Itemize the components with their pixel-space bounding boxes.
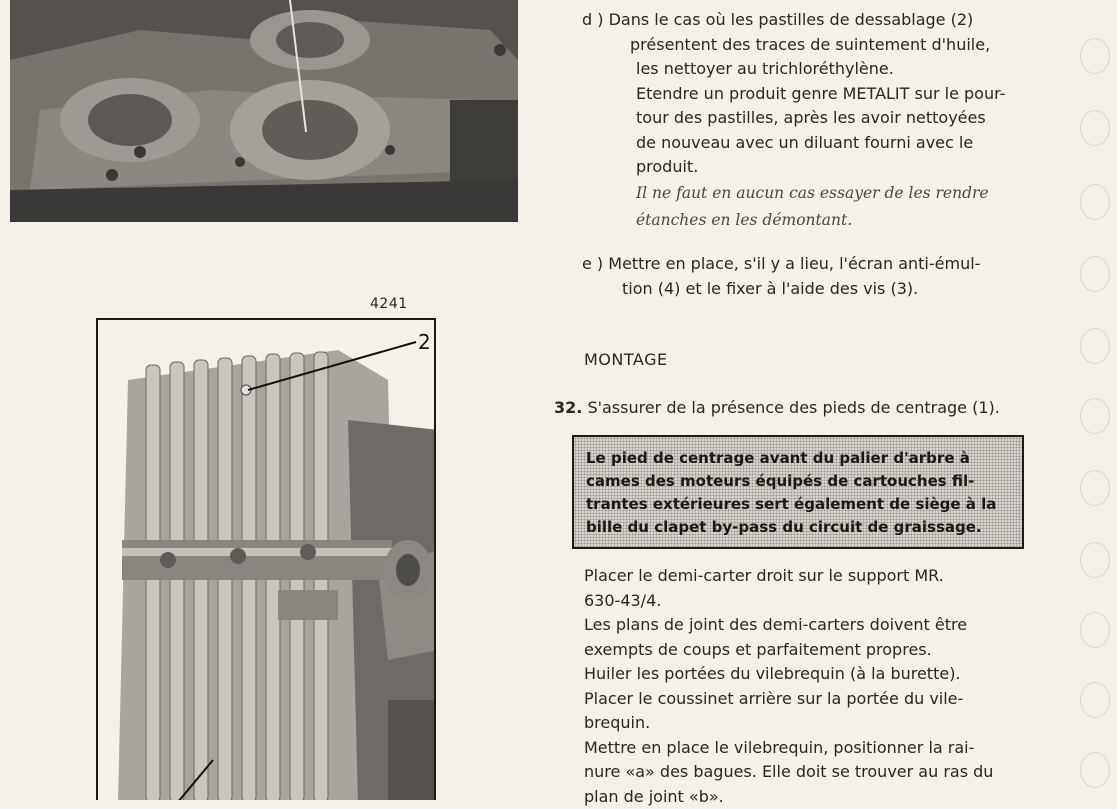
- body-line: Huiler les portées du vilebrequin (à la burette).: [584, 662, 993, 687]
- step-d-warning: étanches en les démontant.: [582, 207, 1005, 234]
- callout-label: 2: [418, 330, 431, 354]
- body-line: Placer le coussinet arrière sur la portée du vile-: [584, 687, 993, 712]
- note-box: [572, 435, 1024, 549]
- body-line: Placer le demi-carter droit sur le support MR.: [584, 564, 993, 589]
- note-line: bille du clapet by-pass du circuit de graissage.: [586, 516, 996, 539]
- section-heading: MONTAGE: [584, 348, 668, 373]
- note-text: [586, 447, 996, 539]
- body-line: brequin.: [584, 711, 993, 736]
- step-d-line: de nouveau avec un diluant fourni avec le: [582, 131, 1005, 156]
- binder-ring-mark: [1080, 542, 1110, 578]
- body-line: Mettre en place le vilebrequin, positionner la rai-: [584, 736, 993, 761]
- note-line: cames des moteurs équipés de cartouches fil-: [586, 470, 996, 493]
- oil-sump-illustration: [98, 320, 436, 800]
- step-d-line: d ) Dans le cas où les pastilles de dessablage (2): [582, 8, 1005, 33]
- binder-ring-mark: [1080, 682, 1110, 718]
- step-e: [582, 252, 980, 301]
- engine-casting-illustration: [10, 0, 518, 222]
- step-e-line: e ) Mettre en place, s'il y a lieu, l'écran anti-émul-: [582, 252, 980, 277]
- binder-ring-mark: [1080, 470, 1110, 506]
- note-line: Le pied de centrage avant du palier d'arbre à: [586, 447, 996, 470]
- body-line: nure «a» des bagues. Elle doit se trouver au ras du: [584, 760, 993, 785]
- binder-ring-mark: [1080, 328, 1110, 364]
- step-d-warning: Il ne faut en aucun cas essayer de les rendre: [582, 180, 1005, 207]
- step-d-line: tour des pastilles, après les avoir nettoyées: [582, 106, 1005, 131]
- binder-ring-mark: [1080, 184, 1110, 220]
- step-32-number: 32.: [554, 398, 582, 417]
- assembly-instructions: [584, 564, 993, 809]
- binder-ring-mark: [1080, 752, 1110, 788]
- step-d-line: présentent des traces de suintement d'huile,: [582, 33, 1005, 58]
- step-d-line: Etendre un produit genre METALIT sur le pour-: [582, 82, 1005, 107]
- step-32-text: S'assurer de la présence des pieds de centrage (1).: [587, 398, 999, 417]
- binder-ring-mark: [1080, 256, 1110, 292]
- body-line: Les plans de joint des demi-carters doivent être: [584, 613, 993, 638]
- engine-photo-top: [10, 0, 518, 222]
- step-e-line: tion (4) et le fixer à l'aide des vis (3).: [582, 277, 980, 302]
- step-32: [554, 396, 1000, 421]
- step-d: [582, 8, 1005, 234]
- step-d-line: les nettoyer au trichloréthylène.: [582, 57, 1005, 82]
- step-d-line: produit.: [582, 155, 1005, 180]
- binder-ring-mark: [1080, 38, 1110, 74]
- body-line: exempts de coups et parfaitement propres.: [584, 638, 993, 663]
- body-line: plan de joint «b».: [584, 785, 993, 809]
- note-line: trantes extérieures sert également de siège à la: [586, 493, 996, 516]
- engine-photo-bottom: [96, 318, 436, 800]
- binder-ring-mark: [1080, 398, 1110, 434]
- body-line: 630-43/4.: [584, 589, 993, 614]
- binder-ring-mark: [1080, 612, 1110, 648]
- binder-ring-mark: [1080, 110, 1110, 146]
- figure-number: 4241: [370, 296, 408, 312]
